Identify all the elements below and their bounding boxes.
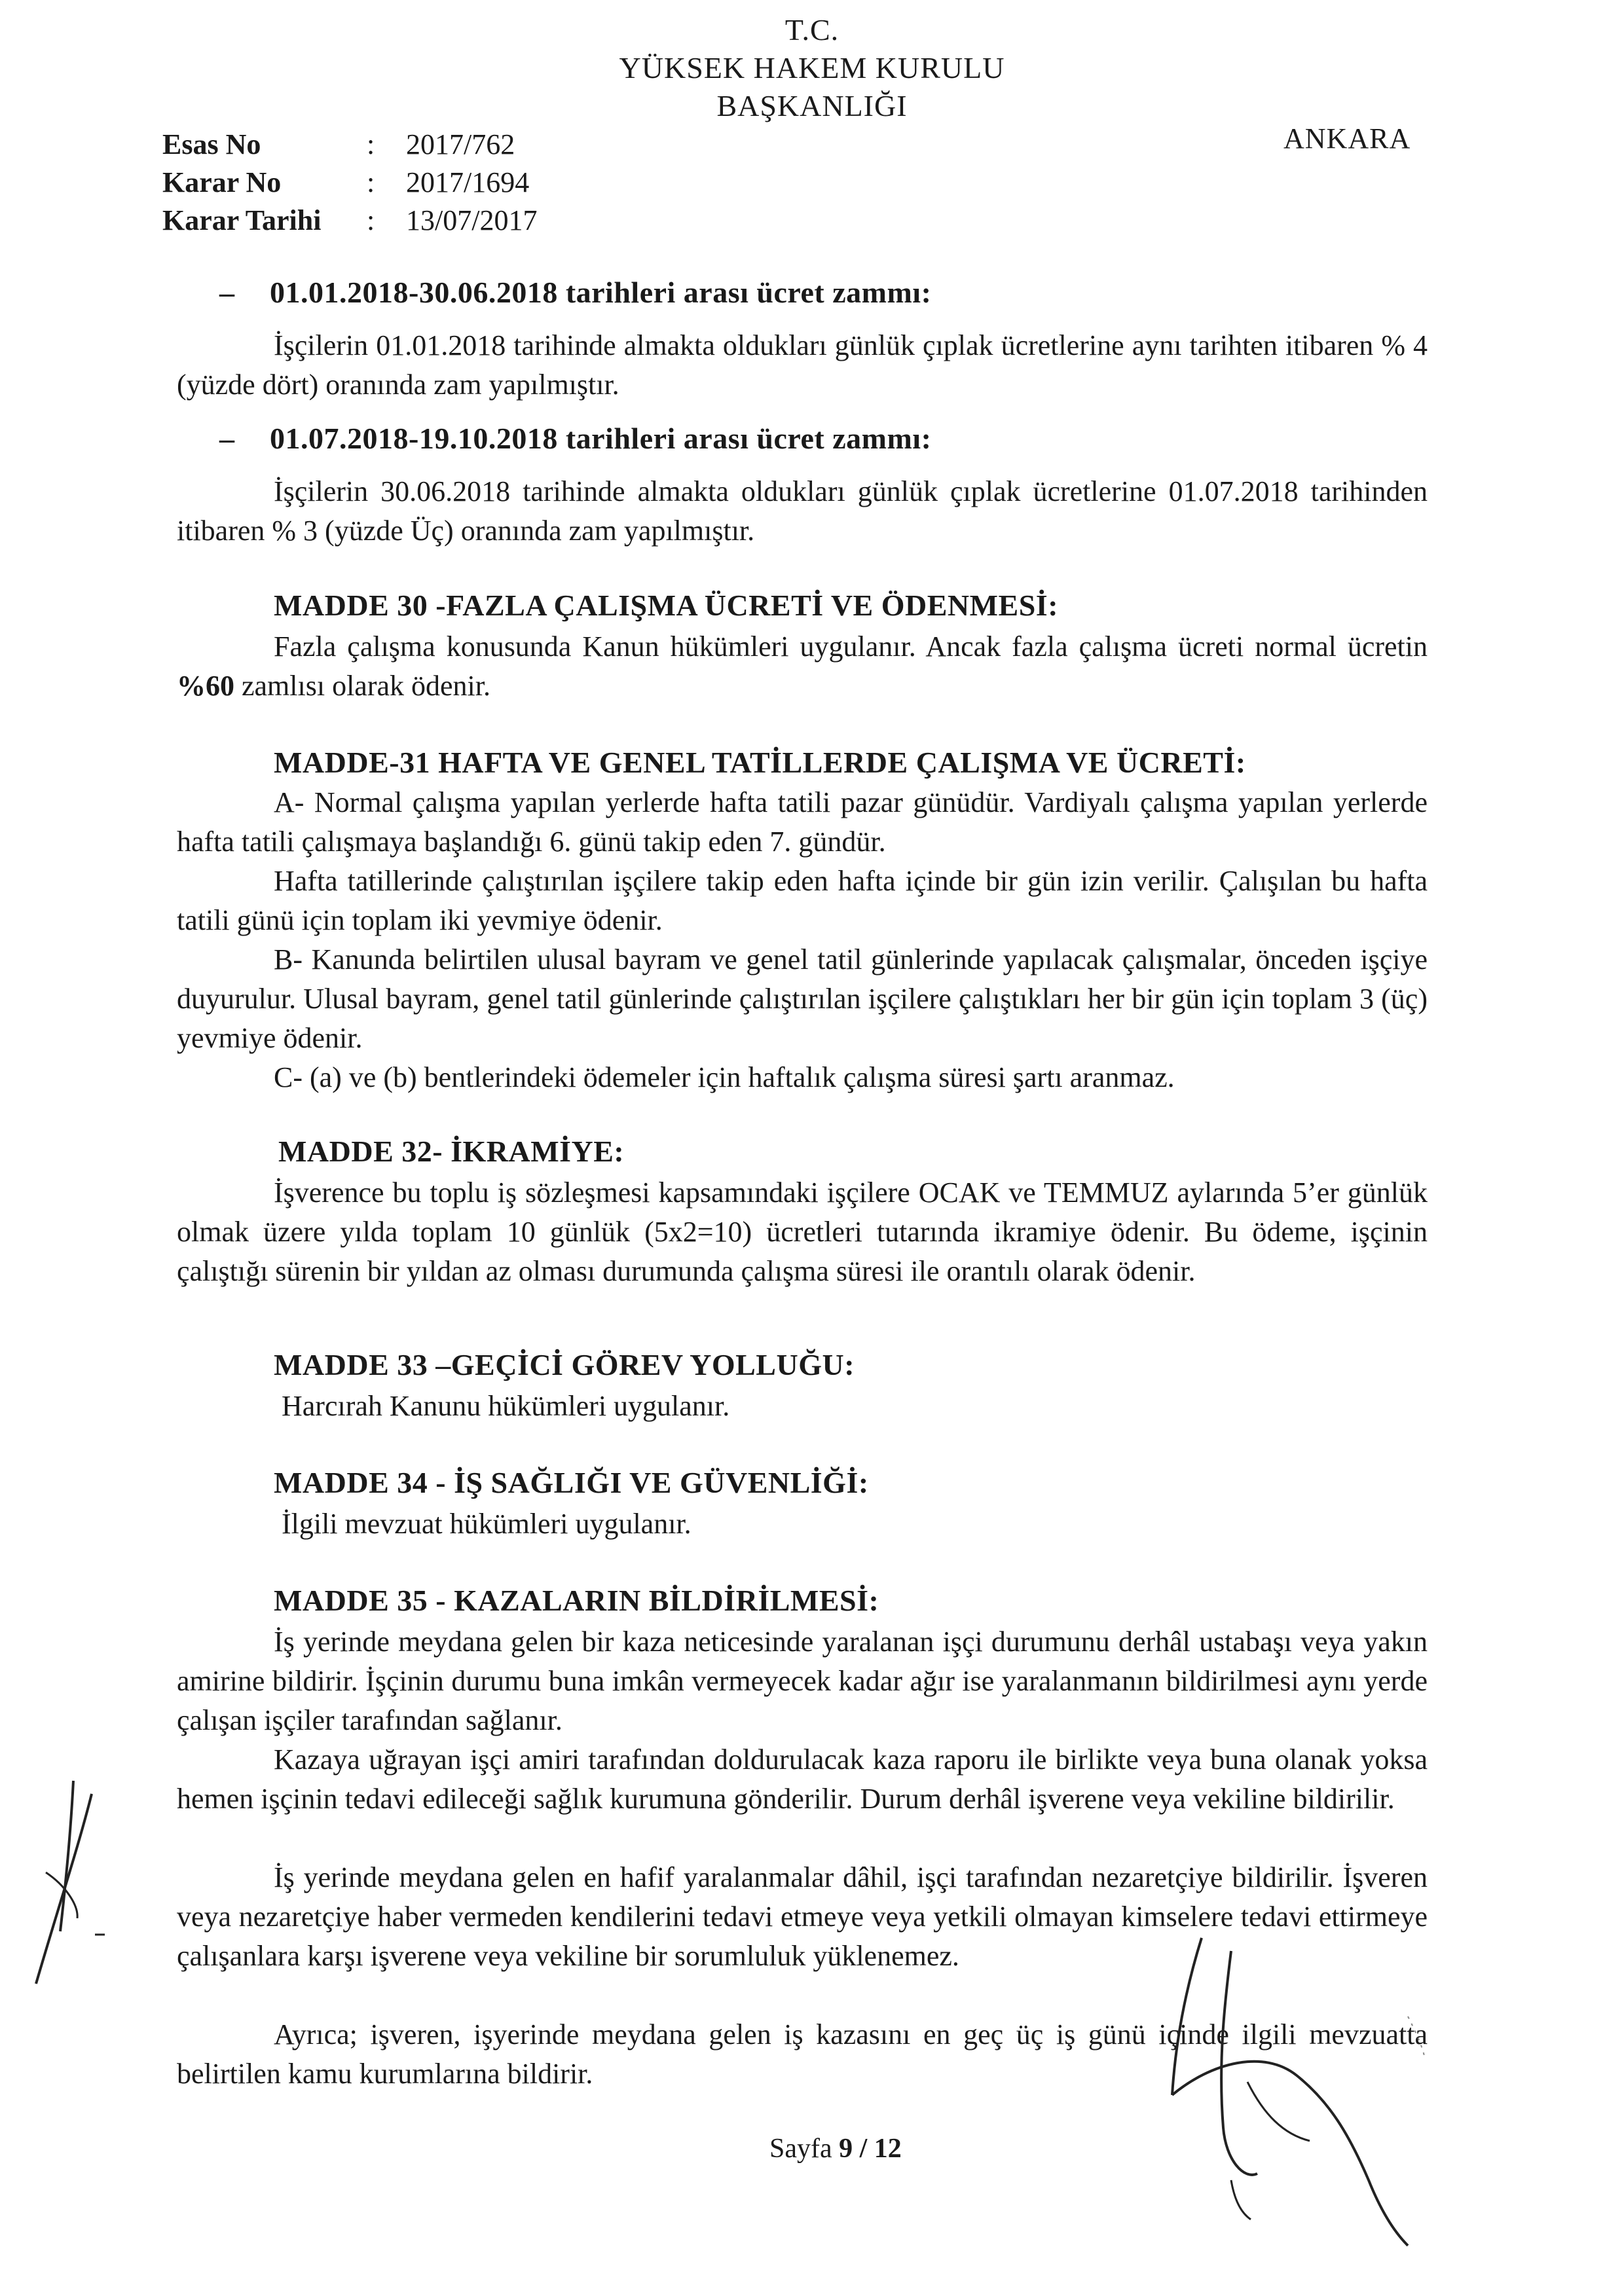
article-31-c: C- (a) ve (b) bentlerindeki ödemeler için haftalık çalışma süresi şartı aranmaz. bbox=[274, 1061, 1175, 1093]
article-35-p2: Kazaya uğrayan işçi amiri tarafından doldurulacak kaza raporu ile birlikte veya buna olanak yoksa hemen işçinin tedavi edileceği sağlık kurumuna gönderilir. Durum derhâl işverene veya vekiline bildirilir. bbox=[177, 1743, 1428, 1815]
article-35-title: MADDE 35 - KAZALARIN BİLDİRİLMESİ: bbox=[274, 1584, 879, 1617]
meta-label: Karar No bbox=[162, 166, 282, 198]
article-30-rate: %60 bbox=[177, 670, 234, 702]
header-city: ANKARA bbox=[1283, 122, 1411, 155]
article-34-title: MADDE 34 - İŞ SAĞLIĞI VE GÜVENLİĞİ: bbox=[274, 1466, 869, 1499]
article-31-a: A- Normal çalışma yapılan yerlerde hafta tatili pazar günüdür. Vardiyalı çalışma yapılan yerlerde hafta tatili çalışmaya başlandığı 6. günü takip eden 7. gündür. bbox=[177, 786, 1428, 858]
meta-value: 13/07/2017 bbox=[406, 204, 538, 236]
article-31-b: B- Kanunda belirtilen ulusal bayram ve genel tatil günlerinde yapılacak çalışmalar, önceden işçiye duyurulur. Ulusal bayram, genel tatil günlerinde çalıştırılan işçilere çalıştıkları her bir gün için toplam 3 (üç) yevmiye ödenir. bbox=[177, 943, 1428, 1054]
header-institution: YÜKSEK HAKEM KURULU bbox=[619, 51, 1005, 84]
meta-sep: : bbox=[367, 128, 375, 160]
wage-raise-1-text: İşçilerin 01.01.2018 tarihinde almakta oldukları günlük çıplak ücretlerine aynı tarihten itibaren % 4 (yüzde dört) oranında zam yapılmıştır. bbox=[177, 329, 1428, 401]
article-35-p3: İş yerinde meydana gelen en hafif yaralanmalar dâhil, işçi tarafından nezaretçiye bildirilir. İşveren veya nezaretçiye haber vermeden kendilerini tedavi etmeye veya yetkili olmayan kimselere tedavi ettirmeye çalışanlara karşı işverene veya vekiline bir sorumluluk yüklenemez. bbox=[177, 1861, 1428, 1972]
page-value: 9 / 12 bbox=[839, 2134, 902, 2164]
meta-sep: : bbox=[367, 166, 375, 198]
wage-raise-1-title: 01.01.2018-30.06.2018 tarihleri arası ücret zammı: bbox=[270, 276, 932, 309]
wage-raise-2-text: İşçilerin 30.06.2018 tarihinde almakta oldukları günlük çıplak ücretlerine 01.07.2018 tarihinden itibaren % 3 (yüzde Üç) oranında zam yapılmıştır. bbox=[177, 475, 1428, 547]
article-35-p1: İş yerinde meydana gelen bir kaza neticesinde yaralanan işçi durumunu derhâl ustabaşı veya yakın amirine bildirir. İşçinin durumu buna imkân vermeyecek kadar ağır ise yaralanmanın bildirilmesi aynı yerde çalışan işçiler tarafından sağlanır. bbox=[177, 1626, 1428, 1736]
article-34-text: İlgili mevzuat hükümleri uygulanır. bbox=[282, 1508, 692, 1540]
header-presidency: BAŞKANLIĞI bbox=[716, 89, 908, 122]
article-30-title: MADDE 30 -FAZLA ÇALIŞMA ÜCRETİ VE ÖDENMESİ: bbox=[274, 589, 1059, 622]
article-32-text: İşverence bu toplu iş sözleşmesi kapsamındaki işçilere OCAK ve TEMMUZ aylarında 5’er günlük olmak üzere yılda toplam 10 günlük (5x2=10) ücretleri tutarında ikramiye ödenir. Bu ödeme, işçinin çalıştığı sürenin bir yıldan az olması durumunda çalışma süresi ile orantılı olarak ödenir. bbox=[177, 1176, 1428, 1287]
article-32-title: MADDE 32- İKRAMİYE: bbox=[278, 1135, 625, 1168]
meta-label: Karar Tarihi bbox=[162, 204, 322, 236]
article-33-title: MADDE 33 –GEÇİCİ GÖREV YOLLUĞU: bbox=[274, 1348, 855, 1381]
meta-sep: : bbox=[367, 204, 375, 236]
page-prefix: Sayfa bbox=[769, 2134, 832, 2164]
article-30-text-b: zamlısı olarak ödenir. bbox=[242, 670, 490, 702]
article-30-text-a: Fazla çalışma konusunda Kanun hükümleri uygulanır. Ancak fazla çalışma ücreti normal ücretin bbox=[274, 630, 1428, 663]
article-33-text: Harcırah Kanunu hükümleri uygulanır. bbox=[282, 1390, 730, 1422]
meta-value: 2017/1694 bbox=[406, 166, 530, 198]
meta-label: Esas No bbox=[162, 128, 261, 160]
list-dash: – bbox=[219, 276, 234, 309]
article-31-title: MADDE-31 HAFTA VE GENEL TATİLLERDE ÇALIŞMA VE ÜCRETİ: bbox=[274, 746, 1246, 779]
article-31-a2: Hafta tatillerinde çalıştırılan işçilere takip eden hafta içinde bir gün izin verilir. Çalışılan bu hafta tatili günü için toplam iki yevmiye ödenir. bbox=[177, 865, 1428, 936]
list-dash: – bbox=[219, 422, 234, 455]
article-35-p4: Ayrıca; işveren, işyerinde meydana gelen iş kazasını en geç üç iş günü içinde ilgili mevzuatta belirtilen kamu kurumlarına bildirir. bbox=[177, 2018, 1428, 2090]
wage-raise-2-title: 01.07.2018-19.10.2018 tarihleri arası ücret zammı: bbox=[270, 422, 932, 455]
header-tc: T.C. bbox=[784, 13, 840, 46]
meta-value: 2017/762 bbox=[406, 128, 515, 160]
